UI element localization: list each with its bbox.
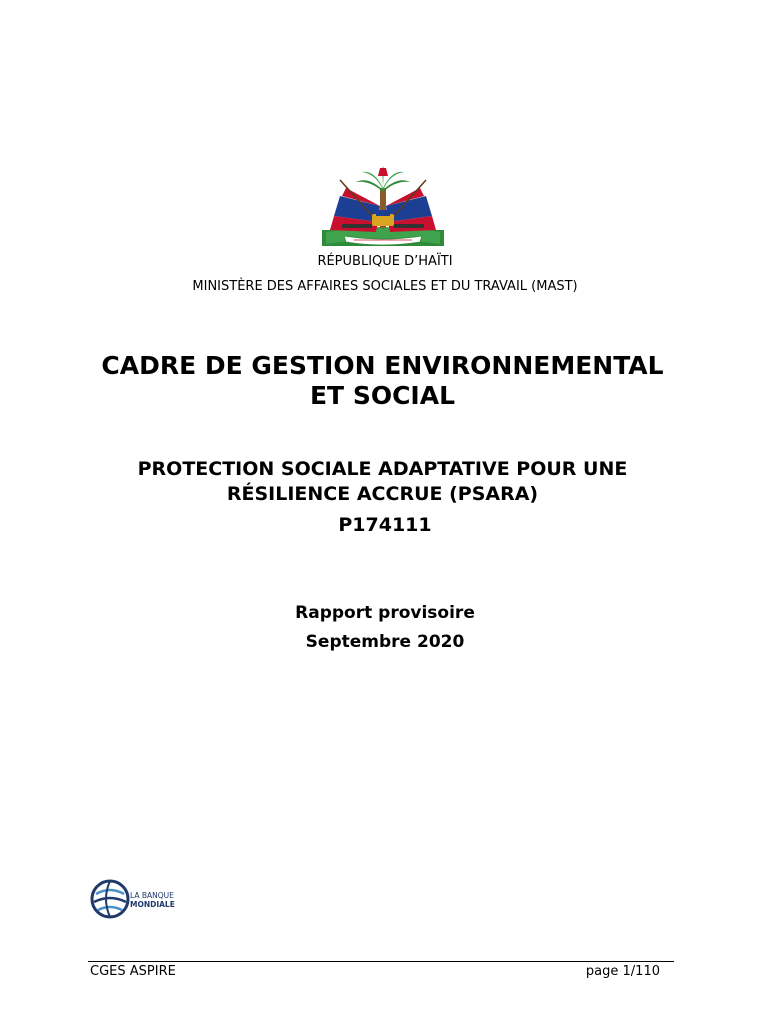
world-bank-logo-line2: MONDIALE [130, 900, 175, 909]
project-code: P174111 [338, 514, 432, 536]
haiti-coat-of-arms-emblem [320, 166, 446, 250]
footer-page-number: page 1/110 [585, 964, 660, 979]
project-title-line1: PROTECTION SOCIALE ADAPTATIVE POUR UNE [137, 458, 628, 480]
footer-divider [88, 961, 674, 962]
project-title [100, 457, 665, 507]
world-bank-logo [90, 878, 180, 920]
project-title-line2: RÉSILIENCE ACCRUE (PSARA) [226, 483, 539, 505]
world-bank-logo-line1: LA BANQUE [130, 891, 174, 900]
document-title-line1: CADRE DE GESTION ENVIRONNEMENTAL [101, 351, 664, 380]
document-title-line2: ET SOCIAL [309, 381, 456, 410]
document-title [40, 351, 725, 411]
ministry-name: MINISTÈRE DES AFFAIRES SOCIALES ET DU TRAVAIL (MAST) [192, 279, 578, 294]
report-type: Rapport provisoire [295, 603, 475, 623]
footer-document-label: CGES ASPIRE [90, 964, 176, 979]
report-date: Septembre 2020 [305, 632, 465, 652]
republic-name: RÉPUBLIQUE D’HAÏTI [317, 254, 453, 269]
